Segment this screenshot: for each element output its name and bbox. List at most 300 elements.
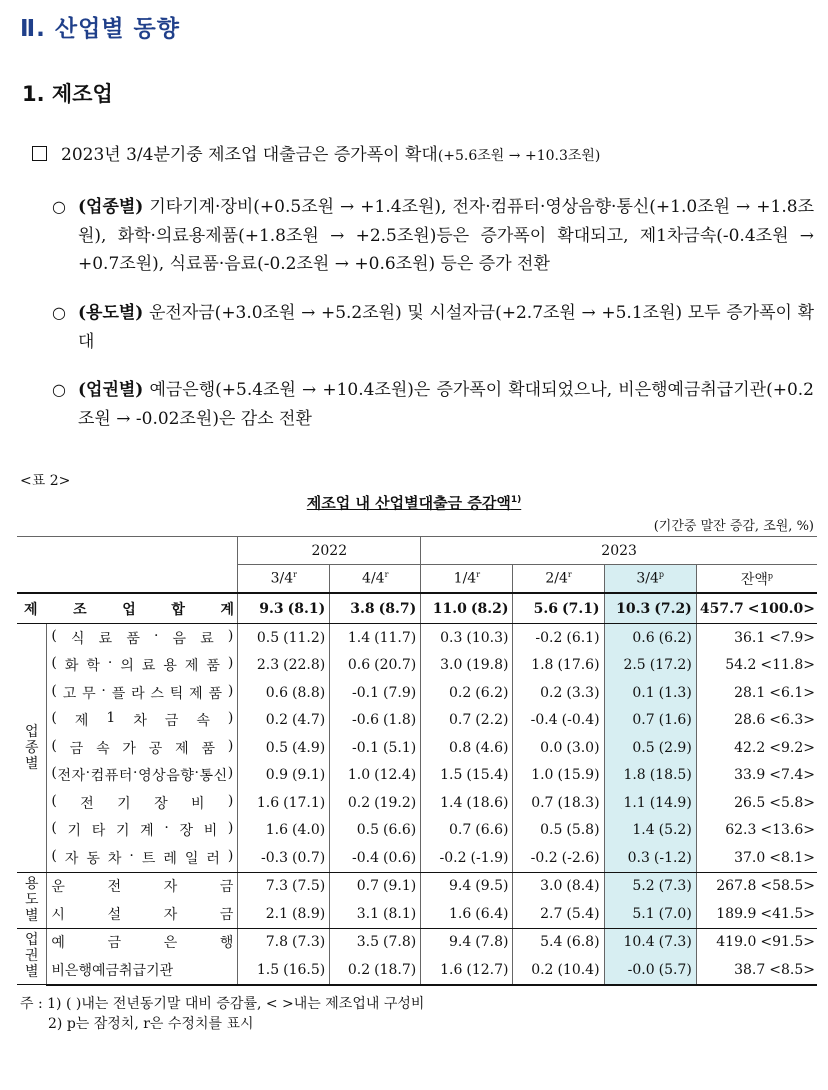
cell-rate: (4.9) [292, 739, 326, 756]
cell-rate: (17.6) [557, 657, 600, 674]
table-cell [330, 762, 421, 790]
cell-rate: (-1.2) [653, 849, 692, 866]
table-title [0, 492, 828, 513]
header-quarter: 4/4$^r$ [330, 565, 421, 594]
cell-value: -0.4 [530, 712, 558, 729]
cell-value: -0.2 [535, 629, 563, 646]
section-title: Ⅱ. 산업별 동향 [20, 16, 180, 42]
cell-value: 3.8 [350, 600, 375, 617]
cell-rate: (9.1) [292, 767, 326, 784]
row-label-text [51, 904, 233, 924]
table-cell [330, 707, 421, 735]
label-part: 컴 [90, 768, 105, 785]
label-part: ( [51, 820, 57, 837]
table-cell [604, 817, 696, 845]
cell-rate: (5.7) [658, 961, 692, 978]
cell-rate: (17.2) [649, 657, 692, 674]
note-2: 2) p는 잠정치, r은 수정치를 표시 [48, 1016, 254, 1032]
cell-value: 0.7 [449, 712, 472, 729]
cell-rate: (7.8) [475, 934, 509, 951]
cell-value: 1.4 [440, 794, 463, 811]
cell-value: 0.5 [256, 629, 280, 646]
label-part: 료 [98, 630, 113, 647]
cell-value: 419.0 [716, 934, 757, 951]
cell-value: 457.7 [699, 600, 744, 617]
cell-rate: (5.8) [566, 822, 600, 839]
table-cell [696, 707, 817, 735]
label-part: · [129, 847, 134, 864]
cell-rate: (2.2) [475, 712, 509, 729]
label-part: 시 [51, 906, 65, 923]
label-part: 행 [219, 935, 234, 952]
table-cell [604, 624, 696, 652]
label-part: 트 [141, 850, 156, 867]
cell-value: 0.3 [627, 849, 650, 866]
label-part: 금 [219, 879, 234, 896]
total-label-char: 제 [24, 601, 38, 618]
label-part: 플 [111, 685, 126, 702]
table-cell [330, 593, 421, 624]
cell-value: -0.6 [352, 712, 380, 729]
cell-rate: (11.2) [283, 629, 326, 646]
table-cell [238, 652, 330, 680]
label-part: 료 [141, 658, 156, 675]
table-row [17, 928, 817, 956]
label-part: 공 [148, 740, 163, 757]
cell-value: 0.5 [540, 822, 563, 839]
cell-value: 0.2 [347, 961, 371, 978]
cell-rate: (18.5) [649, 767, 692, 784]
circle-bullet-icon: ○ [52, 303, 66, 322]
cell-rate: (3.3) [566, 684, 600, 701]
cell-value: -0.2 [530, 849, 558, 866]
table-cell [238, 928, 330, 956]
cell-rate: <13.6> [760, 822, 815, 839]
table-cell [513, 956, 604, 985]
label-part: ( [51, 710, 57, 727]
row-label [47, 817, 238, 845]
cell-value: 1.1 [623, 794, 646, 811]
label-part: ) [227, 737, 234, 754]
table-cell [421, 872, 513, 900]
label-part: 금 [219, 906, 234, 923]
header-quarter: 잔액$^p$ [696, 565, 817, 594]
table-unit: (기간중 말잔 증감, 조원, %) [653, 519, 814, 534]
summary-detail: (+5.6조원 → +10.3조원) [437, 148, 601, 164]
row-label [47, 624, 238, 652]
table-title-text: 제조업 내 산업별대출금 증감액 [306, 494, 511, 512]
label-part: 1 [106, 710, 116, 727]
table-row [17, 679, 817, 707]
cell-value: 5.6 [533, 600, 558, 617]
cell-rate: <6.3> [769, 712, 815, 729]
bullet-keyword: (업종별) [78, 197, 144, 217]
quarter-flag: r [476, 570, 481, 580]
table-cell [604, 593, 696, 624]
cell-value: 0.2 [265, 712, 289, 729]
table-cell [421, 956, 513, 985]
label-part: 신 [213, 768, 228, 785]
cell-value: 0.7 [449, 822, 472, 839]
table-cell [330, 817, 421, 845]
cell-rate: (5.1) [383, 739, 417, 756]
row-label [47, 900, 238, 928]
summary-paragraph [32, 142, 812, 169]
table-cell [421, 652, 513, 680]
cell-value: 0.5 [356, 822, 380, 839]
quarter-flag: r [567, 570, 572, 580]
cell-rate: (7.3) [658, 934, 692, 951]
table-cell [604, 707, 696, 735]
cell-value: 33.9 [734, 767, 766, 784]
cell-rate: <9.2> [769, 739, 815, 756]
cell-rate: (1.6) [658, 712, 692, 729]
label-part: 장 [154, 795, 168, 812]
cell-value: 0.7 [632, 712, 655, 729]
row-label [47, 734, 238, 762]
table-cell [604, 872, 696, 900]
label-part: 품 [206, 658, 220, 675]
table-cell [696, 624, 817, 652]
table-cell [238, 817, 330, 845]
table-cell [421, 789, 513, 817]
cell-rate: <7.4> [769, 767, 815, 784]
label-part: · [101, 682, 106, 699]
cell-rate: (9.5) [475, 878, 509, 895]
label-part: 의 [120, 658, 134, 675]
total-label-char: 계 [220, 601, 234, 618]
group-label: 용 도 별 [17, 872, 47, 928]
row-label-text [51, 960, 233, 980]
quarter-flag: p [767, 570, 773, 580]
cell-rate: (7.3) [658, 878, 692, 895]
table-row [17, 900, 817, 928]
cell-value: 0.2 [449, 684, 472, 701]
header-quarter: 2/4$^r$ [513, 565, 604, 594]
cell-rate: <5.8> [769, 794, 815, 811]
label-part: ) [227, 847, 234, 864]
label-part: ( [51, 765, 57, 782]
cell-rate: <6.1> [769, 684, 815, 701]
cell-rate: <11.8> [760, 657, 815, 674]
label-part: 계 [140, 823, 154, 840]
note-1: 주 : 1) ( )내는 전년동기말 대비 증감률, < >내는 제조업내 구성비 [20, 996, 425, 1012]
table-notes [20, 994, 424, 1034]
row-label-text [51, 848, 233, 868]
cell-rate: (8.7) [378, 600, 417, 617]
table-cell [330, 928, 421, 956]
cell-value: 189.9 [716, 905, 757, 922]
cell-value: 2.5 [623, 657, 646, 674]
cell-value: 0.9 [265, 767, 289, 784]
row-label-text [51, 628, 233, 648]
cell-rate: (6.6) [383, 822, 417, 839]
table-cell [604, 844, 696, 872]
cell-rate: (18.3) [557, 794, 600, 811]
circle-bullet-icon: ○ [52, 380, 66, 399]
label-part: ) [227, 792, 234, 809]
table-row [17, 844, 817, 872]
label-part: 통 [199, 768, 214, 785]
total-label-char: 합 [171, 601, 185, 618]
row-label-text [51, 765, 233, 785]
table-cell [238, 900, 330, 928]
table-cell [513, 928, 604, 956]
cell-value: 0.5 [632, 739, 655, 756]
cell-rate: (0.7) [292, 849, 326, 866]
cell-rate: <41.5> [760, 905, 815, 922]
table-number: <표 2> [20, 473, 71, 489]
label-part: 전 [107, 879, 122, 896]
cell-value: 5.4 [540, 934, 563, 951]
label-part: 제 [175, 740, 189, 757]
table-cell [330, 956, 421, 985]
label-part: · [133, 765, 138, 782]
table-cell [421, 817, 513, 845]
cell-value: 1.4 [347, 629, 371, 646]
group-label: 업 권 별 [17, 928, 47, 985]
table-cell [330, 624, 421, 652]
table-cell [330, 652, 421, 680]
table-cell [513, 734, 604, 762]
table-cell [696, 734, 817, 762]
cell-value: 9.3 [259, 600, 284, 617]
table-cell [330, 679, 421, 707]
table-cell [513, 872, 604, 900]
table-row [17, 817, 817, 845]
label-part: 품 [126, 630, 140, 647]
cell-value: 0.2 [531, 961, 554, 978]
cell-rate: (6.4) [475, 905, 509, 922]
cell-value: 0.1 [632, 684, 655, 701]
label-part: 비 [203, 823, 218, 840]
cell-rate: (19.2) [374, 794, 417, 811]
cell-value: 1.5 [256, 961, 280, 978]
label-part: · [85, 765, 91, 782]
cell-value: 36.1 [734, 629, 766, 646]
cell-value: 10.4 [623, 934, 655, 951]
label-part: 품 [208, 685, 223, 702]
table-row [17, 652, 817, 680]
label-part: 전 [57, 768, 71, 785]
circle-bullet-icon: ○ [52, 197, 66, 216]
label-part: 동 [86, 850, 100, 867]
label-part: 레 [163, 850, 177, 867]
cell-rate: <8.1> [769, 849, 815, 866]
quarter-flag: p [658, 570, 665, 580]
table-cell [513, 707, 604, 735]
cell-value: 10.3 [616, 600, 651, 617]
cell-rate: (14.9) [649, 794, 692, 811]
table-cell [238, 956, 330, 985]
cell-value: 1.4 [632, 822, 655, 839]
table-cell [238, 872, 330, 900]
table-cell [238, 762, 330, 790]
bullet-text: 예금은행(+5.4조원 → +10.4조원)은 증가폭이 확대되었으나, 비은행예금취급기관(+0.2조원 → -0.02조원)은 감소 전환 [78, 380, 814, 429]
label-part: 품 [201, 740, 216, 757]
table-cell [696, 928, 817, 956]
table-cell [421, 762, 513, 790]
cell-rate: (8.4) [566, 878, 600, 895]
cell-rate: (5.2) [658, 822, 692, 839]
cell-rate: (7.5) [292, 878, 326, 895]
cell-rate: (7.0) [658, 905, 692, 922]
table-cell [330, 872, 421, 900]
label-part: 자 [64, 850, 79, 867]
label-part: · [164, 820, 169, 837]
table-cell [696, 900, 817, 928]
row-label [47, 928, 238, 956]
table-cell [604, 928, 696, 956]
table-cell [330, 734, 421, 762]
cell-value: -0.1 [352, 739, 380, 756]
table-cell [421, 844, 513, 872]
label-part: 기 [67, 823, 82, 840]
label-part: 라 [131, 685, 145, 702]
label-part: 기 [117, 795, 131, 812]
cell-value: 0.7 [531, 794, 554, 811]
label-part: 식 [71, 630, 85, 647]
cell-value: 28.1 [734, 684, 766, 701]
cell-rate: (20.7) [374, 657, 417, 674]
table-cell [238, 624, 330, 652]
cell-value: 0.2 [540, 684, 563, 701]
table-cell [696, 956, 817, 985]
cell-rate: (4.7) [292, 712, 326, 729]
cell-rate: <100.0> [747, 600, 815, 617]
square-bullet-icon [32, 146, 47, 161]
cell-rate: (7.3) [292, 934, 326, 951]
table-cell [421, 707, 513, 735]
label-part: ( [51, 627, 57, 644]
table-cell [604, 652, 696, 680]
cell-value: 1.6 [256, 794, 280, 811]
cell-value: 5.2 [632, 878, 655, 895]
label-part: 가 [122, 740, 136, 757]
label-part: ( [51, 682, 57, 699]
header-blank [17, 537, 238, 594]
cell-rate: (-2.6) [561, 849, 600, 866]
label-part: 비 [190, 795, 205, 812]
label-part: 비은행예금취급기관 [51, 962, 174, 979]
table-cell [696, 652, 817, 680]
label-part: ( [51, 655, 57, 672]
cell-rate: (19.8) [466, 657, 509, 674]
label-part: · [194, 765, 199, 782]
label-part: 차 [107, 850, 122, 867]
cell-rate: <8.5> [769, 961, 815, 978]
table-cell [421, 679, 513, 707]
table-cell [238, 679, 330, 707]
cell-value: -0.2 [439, 849, 467, 866]
cell-value: 0.5 [265, 739, 289, 756]
cell-value: 3.0 [440, 657, 463, 674]
cell-value: 1.8 [531, 657, 554, 674]
cell-rate: (6.2) [658, 629, 692, 646]
quarter-flag: r [293, 570, 297, 580]
row-label-text [51, 793, 233, 813]
label-part: ) [227, 655, 234, 672]
table-cell [513, 900, 604, 928]
bullet-sector [52, 376, 814, 433]
cell-rate: (18.7) [374, 961, 417, 978]
cell-value: 2.1 [265, 905, 289, 922]
label-part: · [153, 627, 159, 644]
row-label-text [51, 683, 233, 703]
cell-rate: (12.7) [466, 961, 509, 978]
loan-table [17, 536, 817, 986]
table-cell [421, 734, 513, 762]
cell-value: 1.8 [623, 767, 646, 784]
bullet-keyword: (업권별) [78, 380, 144, 400]
cell-value: 0.8 [449, 739, 472, 756]
cell-rate: (8.1) [383, 905, 417, 922]
label-part: 장 [179, 823, 194, 840]
table-row [17, 956, 817, 985]
row-label [47, 679, 238, 707]
table-cell [696, 679, 817, 707]
row-label [47, 872, 238, 900]
cell-value: 0.2 [347, 794, 371, 811]
header-quarter: 3/4$^r$ [238, 565, 330, 594]
cell-value: 0.3 [440, 629, 463, 646]
label-part: 예 [51, 935, 65, 952]
cell-value: 0.0 [540, 739, 563, 756]
cell-rate: (18.6) [466, 794, 509, 811]
header-years-row [17, 537, 817, 565]
table-cell [604, 679, 696, 707]
group-label: 업 종 별 [17, 624, 47, 873]
quarter-flag: r [384, 570, 389, 580]
cell-rate: <91.5> [760, 934, 815, 951]
bullet-text: 기타기계·장비(+0.5조원 → +1.4조원), 전자·컴퓨터·영상음향·통신(+1.0조원 → +1.8조원), 화학·의료용제품(+1.8조원 → +2.5조원)등은 증가폭이 확대되고, 제1차금속(-0.4조원 → +0.7조원), 식료품·음료(-0.2조원 → +0.6조원) 등은 증가 전환 [78, 197, 814, 274]
label-part: 제 [74, 713, 89, 730]
label-part: 화 [64, 658, 79, 675]
table-cell [330, 789, 421, 817]
label-part: ( [51, 792, 57, 809]
summary-main: 2023년 3/4분기중 제조업 대출금은 증가폭이 확대 [61, 145, 438, 165]
table-cell [604, 789, 696, 817]
cell-rate: (7.9) [383, 684, 417, 701]
cell-rate: (15.9) [557, 767, 600, 784]
table-row [17, 624, 817, 652]
label-part: 자 [163, 906, 178, 923]
cell-value: 1.6 [449, 905, 472, 922]
row-label-text [51, 820, 233, 840]
table-row [17, 872, 817, 900]
label-part: 용 [163, 658, 177, 675]
total-label-text [20, 599, 234, 619]
row-label-text [51, 932, 233, 952]
table-cell [330, 844, 421, 872]
table-cell [696, 844, 817, 872]
label-part: 속 [196, 713, 210, 730]
table-cell [238, 844, 330, 872]
label-part: ) [227, 765, 234, 782]
cell-value: 1.0 [347, 767, 371, 784]
label-part: 설 [107, 906, 122, 923]
total-label-char: 업 [122, 601, 136, 618]
label-part: 음 [172, 630, 187, 647]
cell-rate: (22.8) [283, 657, 326, 674]
cell-rate: (8.8) [292, 684, 326, 701]
total-label-char: 조 [73, 601, 87, 618]
cell-value: 28.6 [734, 712, 766, 729]
cell-rate: (1.8) [383, 712, 417, 729]
cell-value: 26.5 [734, 794, 766, 811]
label-part: 전 [80, 795, 94, 812]
table-cell [696, 872, 817, 900]
